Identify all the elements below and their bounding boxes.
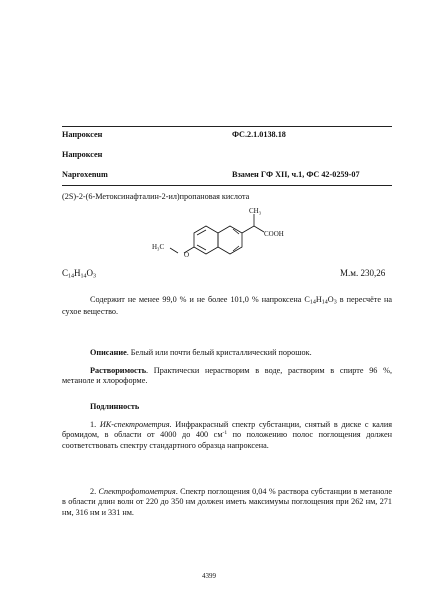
replaces-note: Взамен ГФ XII, ч.1, ФС 42-0259-07 — [232, 170, 360, 179]
top-rule — [62, 126, 392, 127]
description-title: Описание — [90, 348, 127, 357]
spectro-para: 2. Спектрофотометрия. Спектр поглощения 0,04 % раствора субстанции в метаноле в области длин волн от 220 до 350 нм должен иметь максимумы поглощения при 262 нм, 271 нм, 316 нм и 331 нм. — [62, 487, 392, 517]
ir-para: 1. ИК-спектрометрия. Инфракрасный спектр субстанции, снятый в диске с калия бромидом, в области от 4000 до 400 $см^{-1}$ по положению полос поглощения должен соответствовать спектру стандартного образца напроксена. — [62, 420, 393, 450]
molecular-weight: М.м. 230,26 — [340, 268, 386, 278]
cooh-label: COOH — [264, 230, 284, 238]
doc-code: ФС.2.1.0138.18 — [232, 130, 286, 139]
solubility-title: Растворимость — [90, 366, 147, 375]
molecular-formula: $C_{14}H_{14}O_3$ — [62, 268, 97, 280]
drug-name-lat: Naproxenum — [62, 170, 108, 179]
drug-name-ru-2: Напроксен — [62, 150, 103, 159]
iupac-name: (2S)-2-(6-Метоксинафталин-2-ил)пропановая кислота — [62, 192, 250, 201]
drug-name-ru: Напроксен — [62, 130, 103, 139]
acid-bond — [254, 226, 264, 232]
bottom-rule — [62, 185, 392, 186]
description-para: Описание. Белый или почти белый кристаллический порошок. — [90, 348, 312, 357]
chain-bond — [242, 226, 254, 233]
solubility-para: Растворимость. Практически нерастворим в воде, растворим в спирте 96 %, метаноле и хлороформе. — [62, 366, 392, 386]
h3c-label: H₃C — [152, 243, 165, 251]
content-statement: Содержит не менее 99,0 % и не более 101,0 % напроксена $C_{14}H_{14}O_3$ в пересчёте на сухое вещество. — [62, 295, 392, 316]
naproxen-structure — [150, 205, 300, 265]
ch3-label: CH₃ — [249, 207, 262, 215]
sp-title: Спектрофотометрия — [98, 487, 176, 496]
me-bond — [170, 248, 178, 253]
ir-title: ИК-спектрометрия — [99, 420, 170, 429]
oxygen-label: O — [184, 251, 190, 259]
right-ring — [218, 226, 242, 254]
page-number: 4399 — [202, 572, 216, 580]
identity-title: Подлинность — [90, 402, 140, 411]
